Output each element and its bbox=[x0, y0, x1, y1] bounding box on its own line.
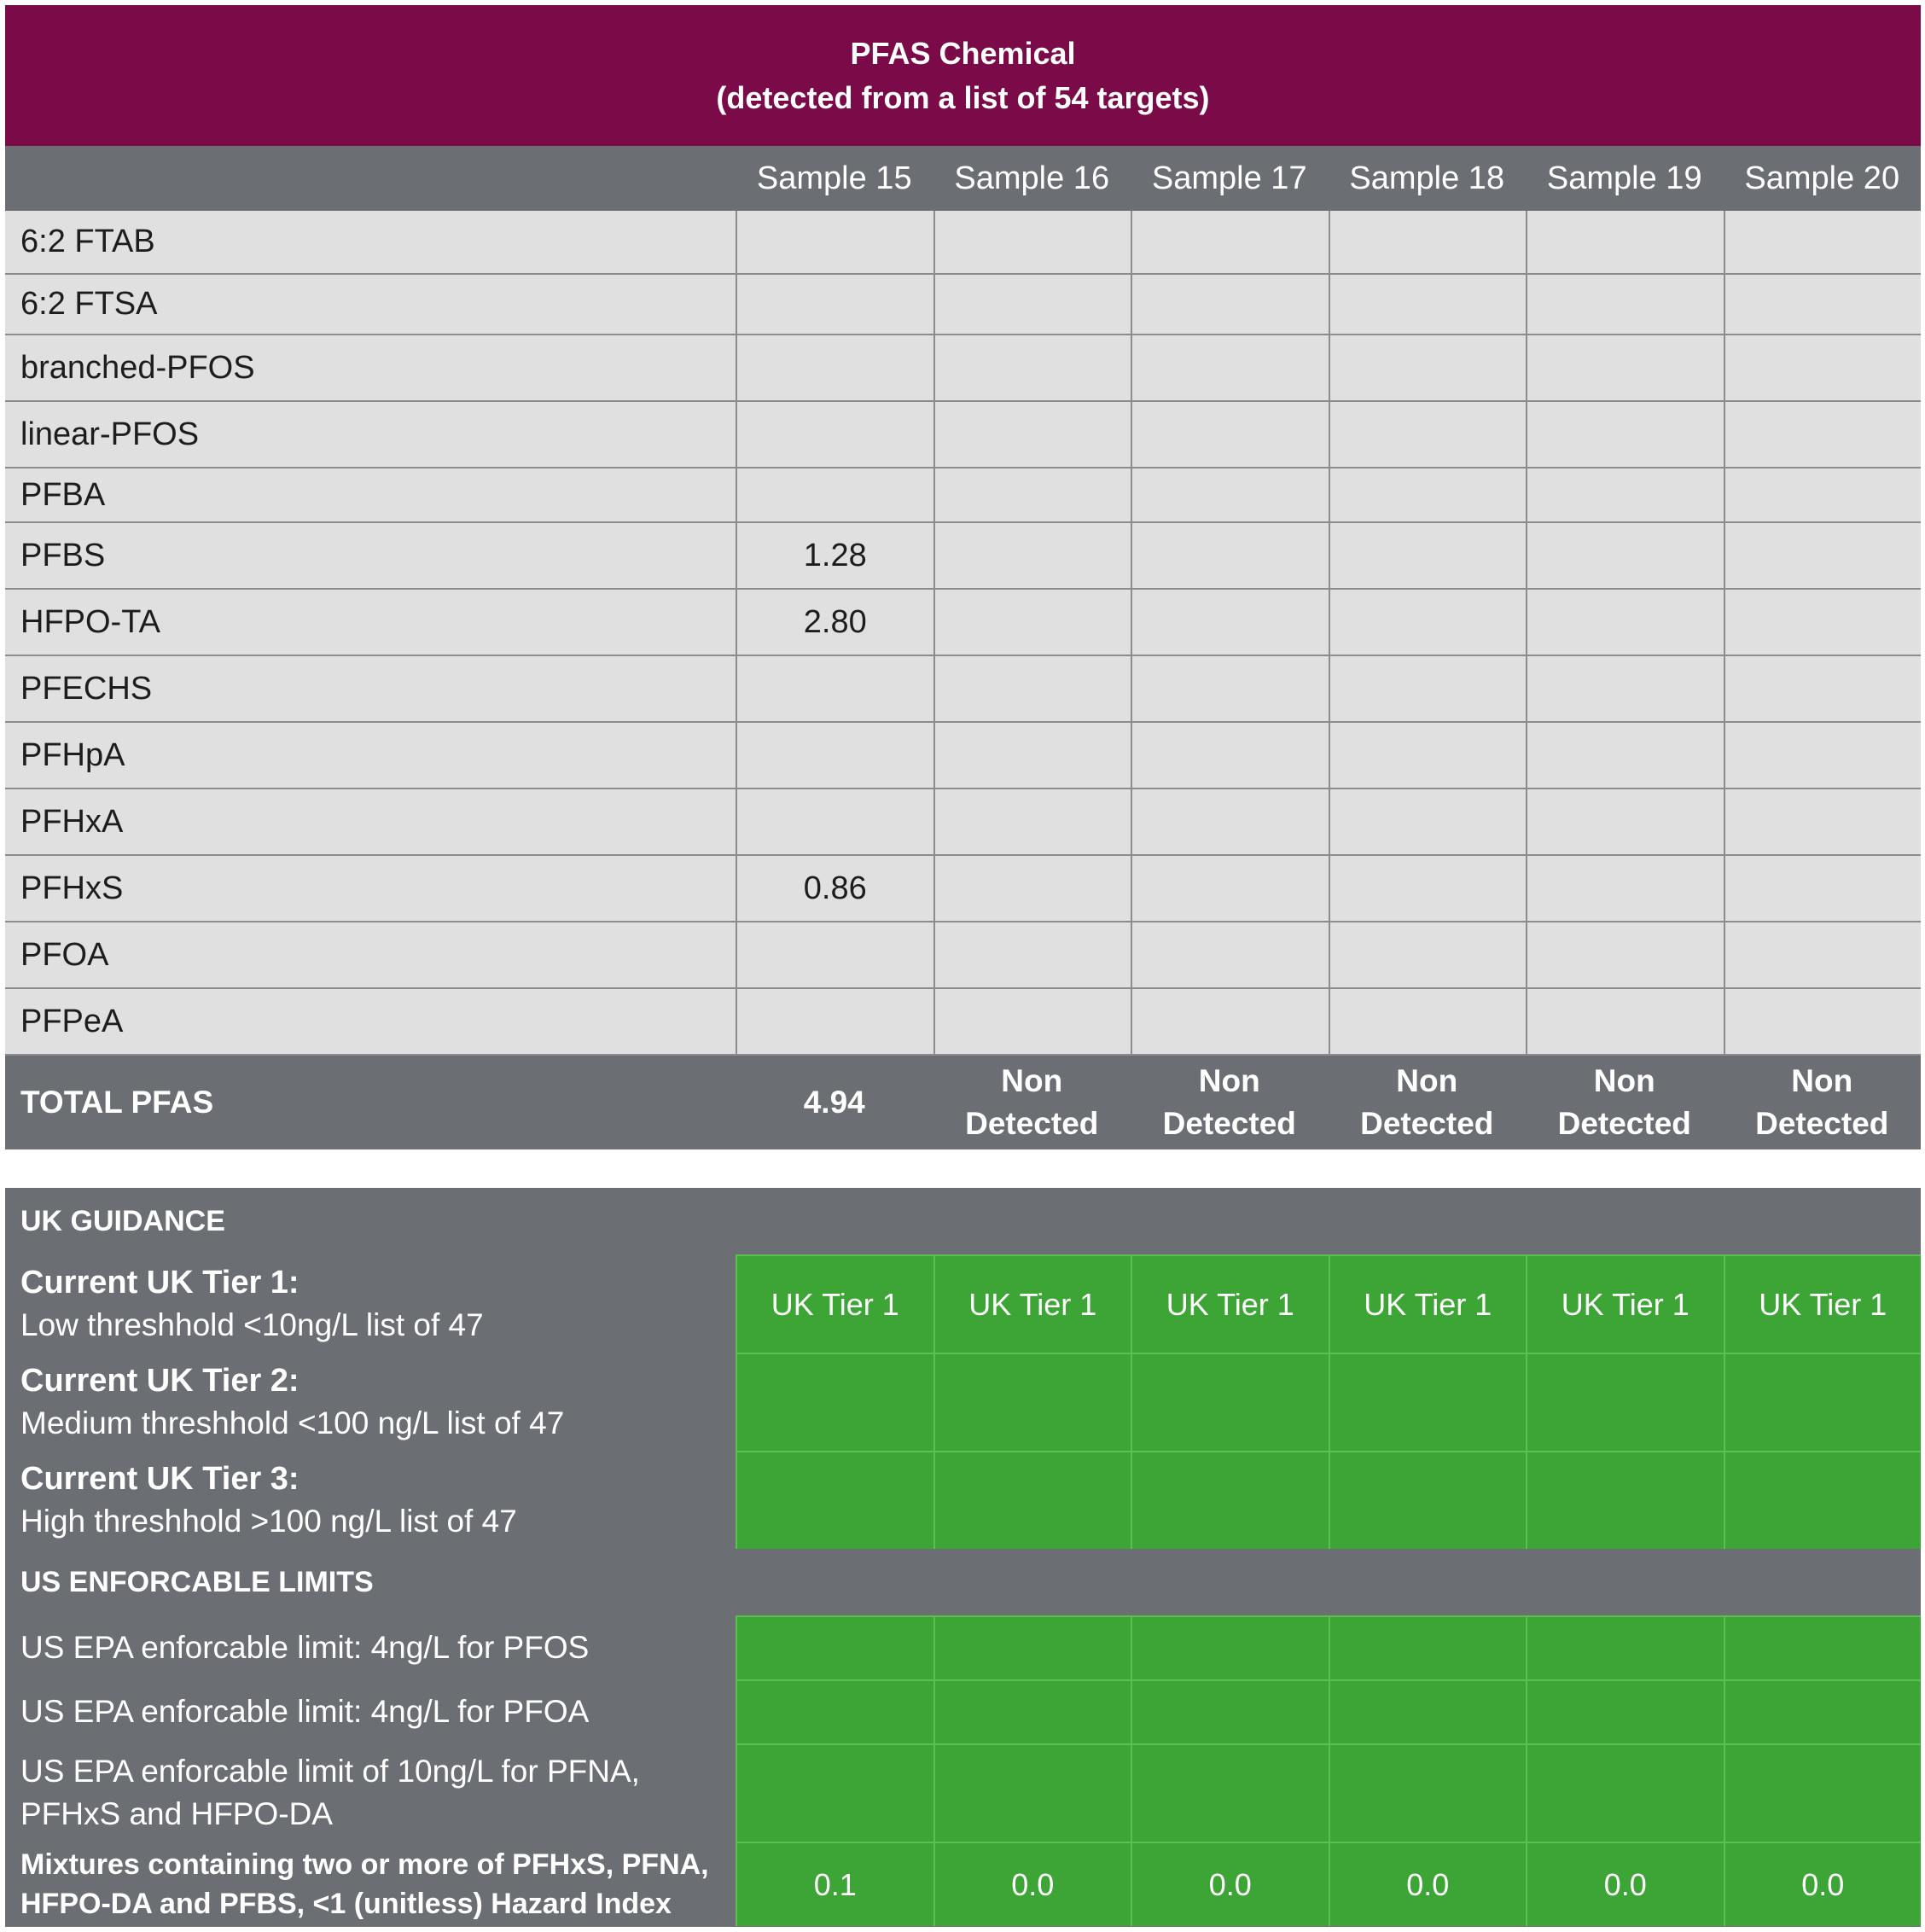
sample-value bbox=[1329, 856, 1527, 921]
tier-cell bbox=[1131, 1451, 1329, 1549]
total-value: Non Detected bbox=[965, 1063, 1099, 1141]
sample-header: Sample 15 bbox=[756, 160, 912, 196]
tier-3-title: Current UK Tier 3: bbox=[20, 1460, 300, 1497]
chemical-name: 6:2 FTAB bbox=[20, 224, 155, 259]
total-value: Non Detected bbox=[1557, 1063, 1691, 1141]
limit-cell bbox=[1329, 1679, 1527, 1743]
limit-cell bbox=[1329, 1743, 1527, 1842]
total-value: Non Detected bbox=[1162, 1063, 1296, 1141]
tier-cell: UK Tier 1 bbox=[736, 1254, 933, 1353]
sample-value bbox=[1131, 335, 1329, 400]
sample-value bbox=[1131, 656, 1329, 721]
limit-cell bbox=[1526, 1679, 1724, 1743]
table-title bbox=[5, 5, 1921, 146]
tier-cell bbox=[1329, 1353, 1527, 1451]
sample-value bbox=[1131, 468, 1329, 521]
sample-value bbox=[1329, 523, 1527, 588]
sample-header: Sample 17 bbox=[1151, 160, 1307, 196]
sample-header: Sample 18 bbox=[1349, 160, 1505, 196]
sample-value bbox=[736, 468, 933, 521]
sample-value bbox=[933, 468, 1131, 521]
pfoa-limit-label: US EPA enforcable limit: 4ng/L for PFOA bbox=[20, 1693, 590, 1729]
table-row bbox=[5, 656, 1921, 723]
sample-value bbox=[1526, 275, 1724, 334]
sample-value bbox=[933, 856, 1131, 921]
sample-value bbox=[1131, 402, 1329, 467]
limit-cell bbox=[736, 1679, 933, 1743]
total-value: Non Detected bbox=[1360, 1063, 1494, 1141]
sample-value bbox=[1131, 789, 1329, 854]
sample-value bbox=[1724, 656, 1922, 721]
limit-cell bbox=[1131, 1615, 1329, 1679]
sample-value bbox=[933, 335, 1131, 400]
chemical-rows bbox=[5, 211, 1921, 1056]
uk-tier-3-row bbox=[5, 1451, 1921, 1549]
sample-header-row bbox=[5, 146, 1921, 211]
sample-value bbox=[1329, 789, 1527, 854]
limit-cell bbox=[933, 1679, 1131, 1743]
sample-value bbox=[933, 211, 1131, 273]
sample-header: Sample 16 bbox=[954, 160, 1110, 196]
chemical-name: PFHxA bbox=[20, 803, 124, 840]
sample-value bbox=[1131, 523, 1329, 588]
sample-value: 2.80 bbox=[736, 590, 933, 655]
total-value: Non Detected bbox=[1755, 1063, 1889, 1141]
sample-value bbox=[1724, 723, 1922, 788]
chemical-name: 6:2 FTSA bbox=[20, 286, 158, 322]
chemical-name: linear-PFOS bbox=[20, 416, 200, 452]
tier-3-desc: High threshhold >100 ng/L list of 47 bbox=[20, 1503, 517, 1539]
tier-1-desc: Low threshhold <10ng/L list of 47 bbox=[20, 1306, 484, 1342]
sample-value: 0.86 bbox=[736, 856, 933, 921]
sample-value bbox=[736, 211, 933, 273]
limit-cell bbox=[933, 1743, 1131, 1842]
hazard-index-value: 0.0 bbox=[1329, 1842, 1527, 1926]
sample-value bbox=[1526, 468, 1724, 521]
table-row bbox=[5, 989, 1921, 1056]
hazard-index-value: 0.0 bbox=[1526, 1842, 1724, 1926]
limit-cell bbox=[1526, 1743, 1724, 1842]
sample-value bbox=[1526, 523, 1724, 588]
guidance-table bbox=[5, 1188, 1921, 1927]
sample-value bbox=[933, 723, 1131, 788]
sample-value bbox=[1526, 402, 1724, 467]
sample-value bbox=[1724, 402, 1922, 467]
sample-value bbox=[1329, 723, 1527, 788]
sample-value bbox=[736, 922, 933, 987]
table-row bbox=[5, 789, 1921, 856]
limit-cell bbox=[1724, 1679, 1922, 1743]
table-row bbox=[5, 590, 1921, 656]
sample-value bbox=[1131, 590, 1329, 655]
sample-value bbox=[1724, 856, 1922, 921]
sample-value bbox=[933, 275, 1131, 334]
chemical-name: PFHxS bbox=[20, 870, 124, 906]
table-row bbox=[5, 723, 1921, 789]
sample-value bbox=[1724, 335, 1922, 400]
sample-value bbox=[1526, 211, 1724, 273]
hazard-index-value: 0.0 bbox=[1131, 1842, 1329, 1926]
sample-value bbox=[1329, 989, 1527, 1054]
limit-cell bbox=[933, 1615, 1131, 1679]
hazard-index-row bbox=[5, 1842, 1921, 1926]
chemical-name: PFPeA bbox=[20, 1003, 124, 1039]
sample-value bbox=[1131, 989, 1329, 1054]
sample-value bbox=[736, 789, 933, 854]
hazard-index-value: 0.0 bbox=[933, 1842, 1131, 1926]
sample-value bbox=[1526, 723, 1724, 788]
chemical-name: PFECHS bbox=[20, 670, 153, 707]
sample-value bbox=[736, 989, 933, 1054]
sample-value bbox=[933, 523, 1131, 588]
table-row bbox=[5, 275, 1921, 335]
pfna-limit-row bbox=[5, 1743, 1921, 1842]
chemical-name: PFOA bbox=[20, 936, 109, 973]
sample-value bbox=[1526, 856, 1724, 921]
limit-cell bbox=[1131, 1743, 1329, 1842]
sample-value bbox=[1526, 590, 1724, 655]
table-row bbox=[5, 402, 1921, 468]
sample-value bbox=[1329, 922, 1527, 987]
sample-value bbox=[1329, 590, 1527, 655]
chemical-name: HFPO-TA bbox=[20, 603, 160, 640]
total-value: 4.94 bbox=[803, 1085, 865, 1120]
sample-value bbox=[933, 402, 1131, 467]
sample-value bbox=[1131, 922, 1329, 987]
sample-value bbox=[1329, 468, 1527, 521]
sample-value bbox=[1329, 335, 1527, 400]
sample-value bbox=[736, 335, 933, 400]
sample-value bbox=[1131, 856, 1329, 921]
sample-value bbox=[1724, 211, 1922, 273]
limit-cell bbox=[736, 1743, 933, 1842]
tier-cell: UK Tier 1 bbox=[1724, 1254, 1922, 1353]
sample-header: Sample 20 bbox=[1744, 160, 1900, 196]
sample-value bbox=[736, 275, 933, 334]
title-line-1: PFAS Chemical bbox=[850, 35, 1076, 71]
tier-cell bbox=[933, 1451, 1131, 1549]
chemical-name: PFBA bbox=[20, 476, 106, 513]
sample-value bbox=[1724, 468, 1922, 521]
tier-cell: UK Tier 1 bbox=[1329, 1254, 1527, 1353]
tier-cell bbox=[736, 1451, 933, 1549]
uk-guidance-heading: UK GUIDANCE bbox=[20, 1204, 225, 1237]
limit-cell bbox=[736, 1615, 933, 1679]
sample-value bbox=[1329, 402, 1527, 467]
chemical-name: PFBS bbox=[20, 537, 106, 573]
tier-1-title: Current UK Tier 1: bbox=[20, 1264, 300, 1301]
sample-value bbox=[736, 402, 933, 467]
table-row bbox=[5, 856, 1921, 922]
sample-value bbox=[1724, 989, 1922, 1054]
us-limits-heading: US ENFORCABLE LIMITS bbox=[20, 1565, 374, 1598]
sample-value bbox=[1329, 211, 1527, 273]
sample-value bbox=[1131, 723, 1329, 788]
sample-value bbox=[1724, 590, 1922, 655]
tier-cell bbox=[933, 1353, 1131, 1451]
limit-cell bbox=[1724, 1615, 1922, 1679]
chemical-name: PFHpA bbox=[20, 736, 125, 773]
tier-cell: UK Tier 1 bbox=[933, 1254, 1131, 1353]
sample-value bbox=[736, 656, 933, 721]
sample-value bbox=[1526, 922, 1724, 987]
pfos-limit-row bbox=[5, 1615, 1921, 1679]
tier-2-desc: Medium threshhold <100 ng/L list of 47 bbox=[20, 1405, 565, 1440]
sample-value bbox=[933, 590, 1131, 655]
title-line-2: (detected from a list of 54 targets) bbox=[716, 79, 1210, 115]
pfna-limit-label: US EPA enforcable limit of 10ng/L for PFNA, PFHxS and HFPO-DA bbox=[20, 1753, 640, 1831]
sample-value bbox=[1724, 275, 1922, 334]
sample-value bbox=[933, 922, 1131, 987]
tier-cell bbox=[736, 1353, 933, 1451]
sample-value bbox=[933, 989, 1131, 1054]
hazard-index-value: 0.1 bbox=[736, 1842, 933, 1926]
sample-value: 1.28 bbox=[736, 523, 933, 588]
tier-cell bbox=[1724, 1451, 1922, 1549]
tier-cell bbox=[1724, 1353, 1922, 1451]
pfas-results-table bbox=[5, 5, 1921, 1149]
sample-value bbox=[933, 789, 1131, 854]
sample-value bbox=[1724, 922, 1922, 987]
limit-cell bbox=[1329, 1615, 1527, 1679]
hazard-index-value: 0.0 bbox=[1724, 1842, 1922, 1926]
chemical-name: branched-PFOS bbox=[20, 349, 255, 386]
sample-value bbox=[1526, 989, 1724, 1054]
table-row bbox=[5, 523, 1921, 590]
limit-cell bbox=[1526, 1615, 1724, 1679]
tier-cell bbox=[1526, 1353, 1724, 1451]
table-row bbox=[5, 922, 1921, 989]
sample-value bbox=[1131, 275, 1329, 334]
total-label: TOTAL PFAS bbox=[20, 1085, 214, 1120]
sample-value bbox=[1329, 656, 1527, 721]
sample-value bbox=[1724, 789, 1922, 854]
sample-value bbox=[933, 656, 1131, 721]
sample-value bbox=[1131, 211, 1329, 273]
pfos-limit-label: US EPA enforcable limit: 4ng/L for PFOS bbox=[20, 1629, 590, 1665]
tier-cell bbox=[1526, 1451, 1724, 1549]
limit-cell bbox=[1131, 1679, 1329, 1743]
sample-value bbox=[1526, 656, 1724, 721]
tier-2-title: Current UK Tier 2: bbox=[20, 1362, 300, 1399]
uk-tier-2-row bbox=[5, 1353, 1921, 1451]
tier-cell bbox=[1329, 1451, 1527, 1549]
hazard-index-label: Mixtures containing two or more of PFHxS, PFNA, HFPO-DA and PFBS, <1 (unitless) Hazard Index bbox=[20, 1848, 709, 1920]
tier-cell: UK Tier 1 bbox=[1131, 1254, 1329, 1353]
sample-value bbox=[1724, 523, 1922, 588]
sample-value bbox=[1526, 789, 1724, 854]
limit-cell bbox=[1724, 1743, 1922, 1842]
pfoa-limit-row bbox=[5, 1679, 1921, 1743]
tier-cell bbox=[1131, 1353, 1329, 1451]
sample-value bbox=[1329, 275, 1527, 334]
tier-cell: UK Tier 1 bbox=[1526, 1254, 1724, 1353]
sample-header: Sample 19 bbox=[1546, 160, 1702, 196]
sample-value bbox=[736, 723, 933, 788]
table-row bbox=[5, 468, 1921, 523]
table-row bbox=[5, 335, 1921, 402]
sample-value bbox=[1526, 335, 1724, 400]
table-row bbox=[5, 211, 1921, 275]
uk-tier-1-row bbox=[5, 1254, 1921, 1353]
total-row bbox=[5, 1056, 1921, 1149]
